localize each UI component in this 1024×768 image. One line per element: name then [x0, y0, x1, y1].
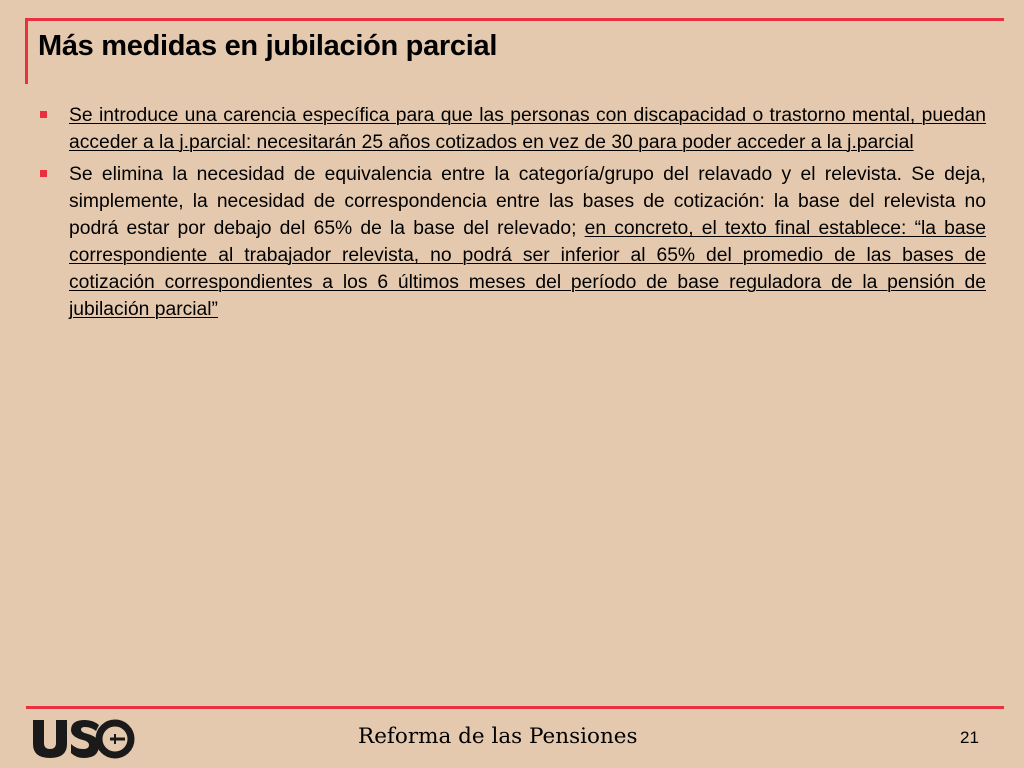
title-bracket [25, 18, 28, 84]
page-number: 21 [960, 728, 979, 747]
bullet-item-2 [38, 161, 986, 323]
uso-logo-icon [31, 716, 135, 760]
bullet-square-icon [40, 111, 47, 118]
bullet-item-1 [38, 102, 986, 156]
bullet-1-text: Se introduce una carencia específica para que las personas con discapacidad o trastorno mental, puedan acceder a la j.parcial: necesitarán 25 años cotizados en vez de 30 para poder acceder a la j.parcial [69, 105, 986, 153]
top-divider [26, 18, 1004, 21]
bullet-list [38, 102, 986, 328]
slide-title: Más medidas en jubilación parcial [38, 30, 498, 62]
bullet-2-text: Se elimina la necesidad de equivalencia entre la categoría/grupo del relavado y el relevista. Se deja, simplemente, la necesidad de correspondencia entre las bases de cotización: la base del relevista no podrá estar por debajo del 65% de la base del relevado; [69, 164, 986, 239]
footer-title: Reforma de las Pensiones [358, 724, 638, 749]
bullet-square-icon [40, 170, 47, 177]
bottom-divider [26, 706, 1004, 709]
bullet-2-quote: en concreto, el texto final establece: “la base correspondiente al trabajador relevista, no podrá ser inferior al 65% del promedio de las bases de cotización correspondientes a los 6 últimos meses del período de base reguladora de la pensión de jubilación parcial” [69, 218, 986, 320]
